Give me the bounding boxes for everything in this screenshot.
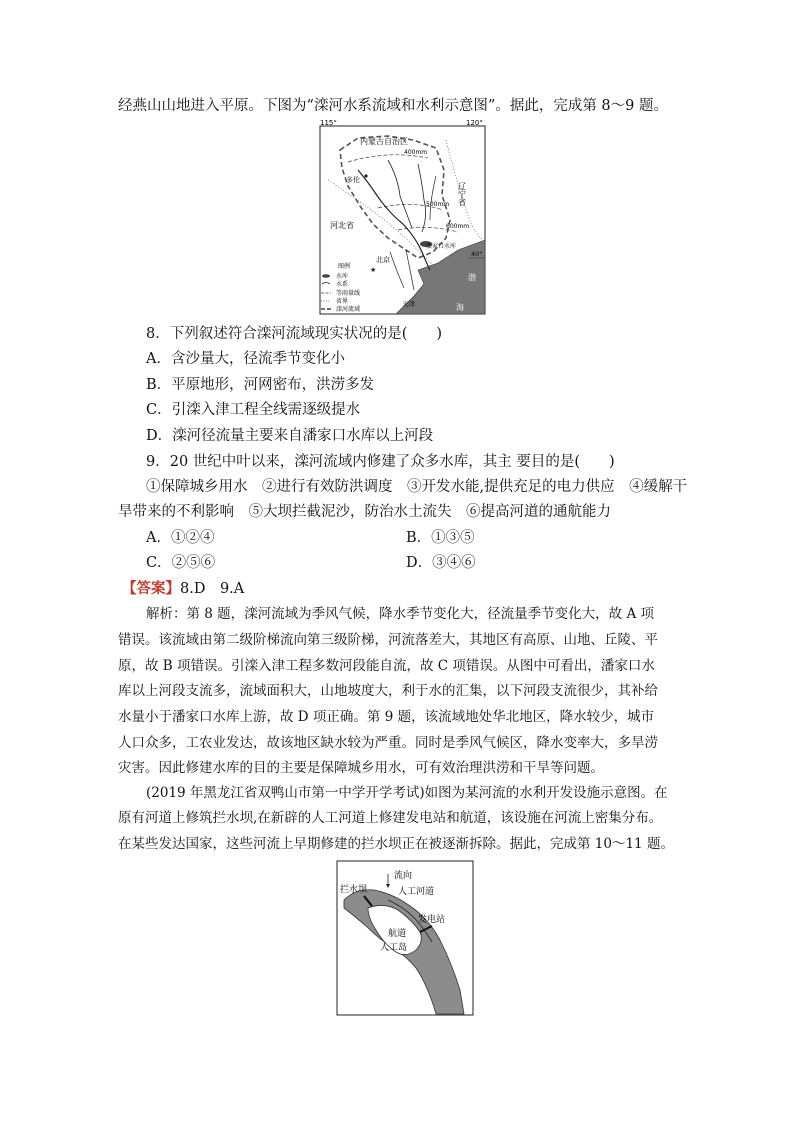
svg-text:图例: 图例	[338, 263, 351, 270]
svg-text:等雨量线: 等雨量线	[336, 290, 361, 297]
intro-text: 经燕山山地进入平原。下图为“滦河水系流域和水利示意图”。据此，完成第 8～9 题。	[118, 98, 668, 114]
svg-text:省界: 省界	[336, 298, 349, 305]
q8-option-b: B．平原地形，河网密布，洪涝多发	[146, 377, 375, 393]
q9-option-c: C．②⑤⑥	[146, 555, 216, 571]
svg-text:水库: 水库	[336, 273, 349, 280]
explanation-line: 解析：第 8 题，滦河流域为季风气候，降水季节变化大，径流量季节变化大，故 A 项	[146, 606, 655, 622]
explanation-line: 灾害。因此修建水库的目的主要是保障城乡用水，可有效治理洪涝和干旱等问题。	[118, 760, 604, 776]
map1-lat: 40°	[471, 250, 483, 258]
answer-line	[122, 579, 244, 599]
label-400mm: 400mm	[404, 149, 428, 156]
map1-lon-left: 115°	[320, 120, 337, 127]
q10-intro-line: (2019 年黑龙江省双鸭山市第一中学开学考试)如图为某河流的水利开发设施示意图。在	[146, 785, 668, 801]
q9-option-a: A．①②④	[146, 530, 215, 546]
label-station: 发电站	[418, 915, 446, 925]
q8-option-a: A．含沙量大，径流季节变化小	[146, 351, 345, 367]
label-dam: 拦水坝	[340, 885, 368, 895]
label-channel: 航道	[388, 929, 407, 939]
label-duolun: 多伦	[346, 176, 360, 184]
answer-tag: 【答案】	[122, 580, 180, 597]
explanation-line: 原，故 B 项错误。引滦入津工程多数河段能自流，故 C 项错误。从图中可看出，潘家口水	[118, 658, 655, 674]
label-island: 人工岛	[380, 943, 408, 953]
q8-stem: 8．下列叙述符合滦河流域现实状况的是( )	[146, 326, 443, 342]
label-hai: 海	[456, 303, 464, 312]
label-tianjin: 天津	[402, 300, 415, 308]
q9-stem: 9．20 世纪中叶以来，滦河流域内修建了众多水库，其主 要目的是( )	[146, 454, 615, 470]
svg-text:水系: 水系	[336, 281, 349, 288]
luan-river-map	[318, 120, 488, 316]
q10-intro-line: 在某些发达国家，这些河流上早期修建的拦水坝正在被逐渐拆除。据此，完成第 10～11 题。	[118, 836, 674, 852]
river-facility-diagram	[336, 860, 474, 1016]
explanation-line: 人口众多，工农业发达，故该地区缺水较为严重。同时是季风气候区，降水变率大，多旱涝	[118, 735, 658, 751]
q9-option-d: D．③④⑥	[406, 555, 476, 571]
map1-lon-right: 120°	[466, 120, 483, 127]
svg-text:滦河流域: 滦河流域	[336, 306, 361, 313]
label-inner-mongolia: 内蒙古自治区	[360, 137, 408, 146]
label-500mm: 500mm	[426, 201, 450, 208]
q9-items-line2: 旱带来的不利影响 ⑤大坝拦截泥沙，防治水土流失 ⑥提高河道的通航能力	[118, 504, 611, 520]
q9-items-line1: ①保障城乡用水 ②进行有效防洪调度 ③开发水能,提供充足的电力供应 ④缓解干	[146, 479, 688, 495]
label-beijing: 北京	[376, 256, 390, 264]
explanation-line: 错误。该流域由第二级阶梯流向第三级阶梯，河流落差大，其地区有高原、山地、丘陵、平	[118, 632, 658, 648]
q9-option-b: B．①③⑤	[406, 530, 475, 546]
label-bo: 渤	[468, 273, 476, 282]
explanation-line: 库以上河段支流多，流域面积大，山地坡度大，利于水的汇集，以下河段支流很少，其补给	[118, 683, 658, 699]
label-panjiakou: 潘家口水库	[426, 243, 457, 250]
answer-text: 8.D 9.A	[180, 581, 245, 597]
label-flow: 流向	[394, 871, 413, 881]
label-liaoning: 辽宁省	[457, 182, 467, 206]
q10-intro-line: 原有河道上修筑拦水坝,在新辟的人工河道上修建发电站和航道，该设施在河流上密集分布。	[118, 810, 663, 826]
explanation-line: 水量小于潘家口水库上游，故 D 项正确。第 9 题，该流域地处华北地区，降水较少，城市	[118, 709, 655, 725]
q8-option-c: C．引滦入津工程全线需逐级提水	[146, 402, 361, 418]
svg-text:★: ★	[370, 266, 377, 274]
label-600mm: 600mm	[446, 223, 470, 230]
label-hebei: 河北省	[330, 221, 354, 230]
q8-option-d: D．滦河径流量主要来自潘家口水库以上河段	[146, 428, 434, 444]
label-canal: 人工河道	[398, 887, 435, 897]
